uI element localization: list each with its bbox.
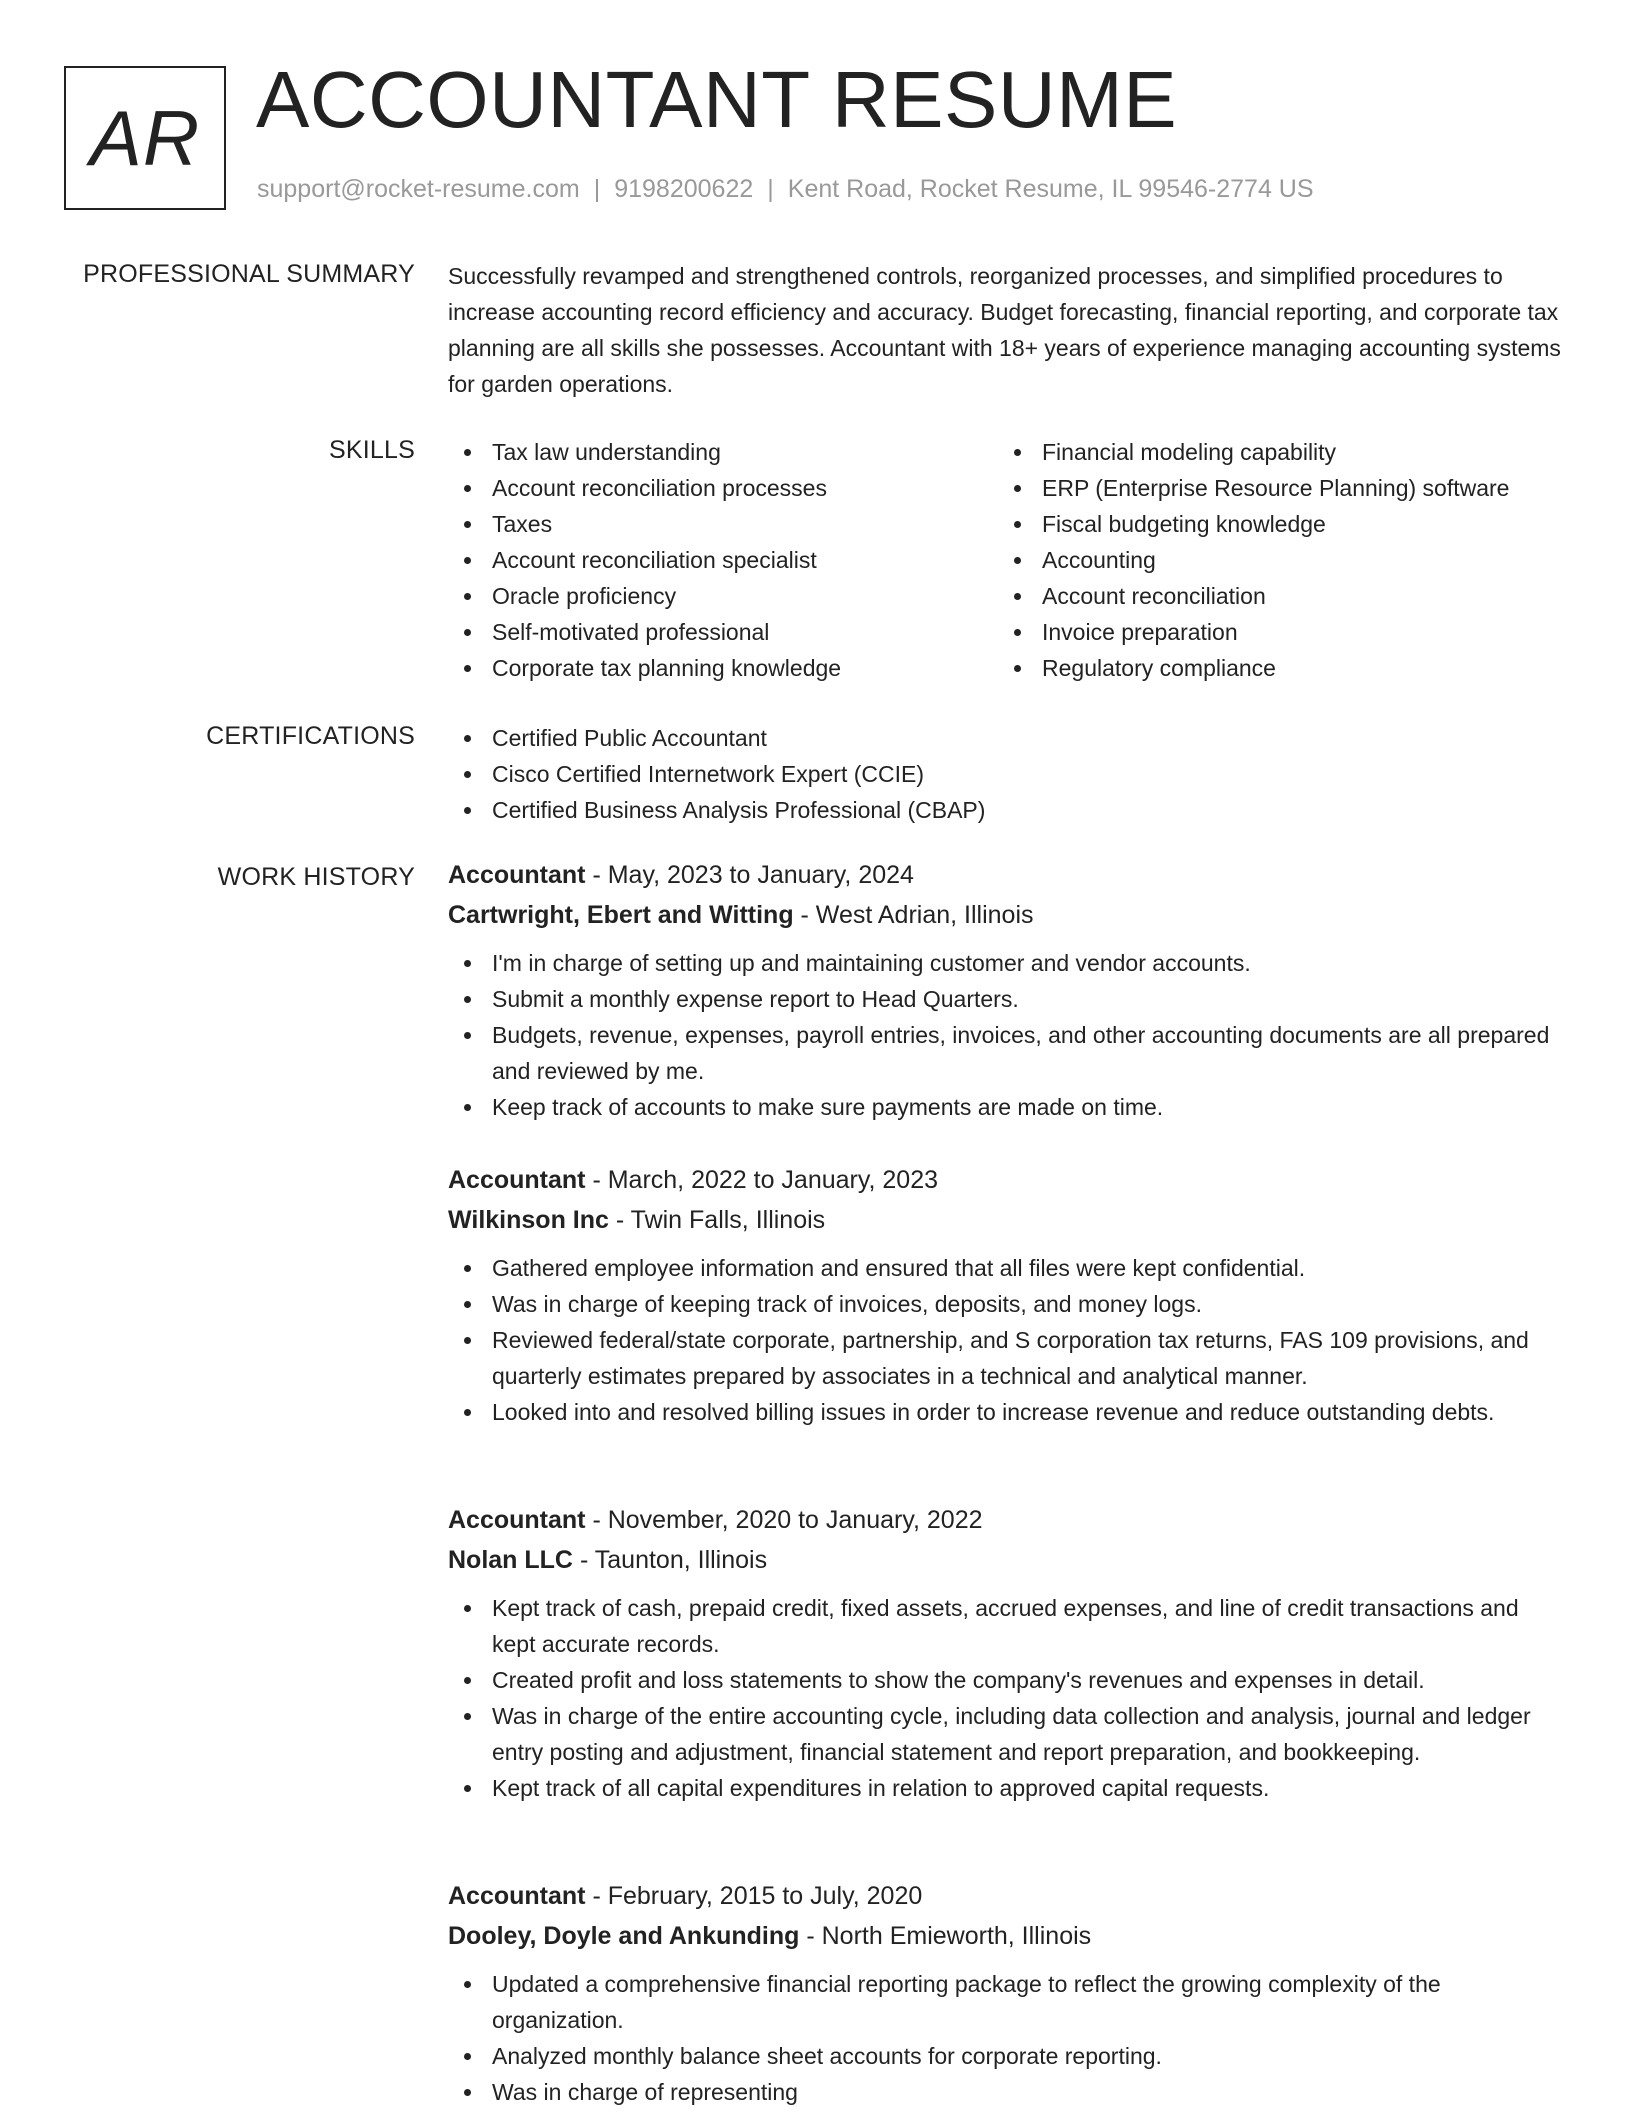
list-item: Created profit and loss statements to show the company's revenues and expenses in detail. — [448, 1662, 1568, 1698]
job-dates: - November, 2020 to January, 2022 — [585, 1506, 983, 1534]
list-item: Gathered employee information and ensured that all files were kept confidential. — [448, 1250, 1568, 1286]
job-dates: - March, 2022 to January, 2023 — [585, 1166, 939, 1194]
list-item: I'm in charge of setting up and maintaining customer and vendor accounts. — [448, 945, 1568, 981]
resume-title: ACCOUNTANT RESUME — [256, 55, 1178, 144]
list-item: Updated a comprehensive financial reporting package to reflect the growing complexity of the organization. — [448, 1966, 1568, 2038]
list-item: Taxes — [448, 506, 998, 542]
job-company: Wilkinson Inc — [448, 1206, 609, 1234]
skills-list-right — [998, 434, 1548, 686]
summary-text: Successfully revamped and strengthened controls, reorganized processes, and simplified procedures to increase accounting record efficiency and accuracy. Budget forecasting, financial reporting, and corporate tax planning are all skills she possesses. Accountant with 18+ years of experience managing accounting systems for garden operations. — [448, 263, 1561, 397]
job-title-line — [448, 855, 1568, 895]
job-company-line — [448, 1540, 1568, 1580]
job-title: Accountant — [448, 1166, 586, 1194]
job-company-line — [448, 895, 1568, 935]
list-item: Regulatory compliance — [998, 650, 1548, 686]
job-title: Accountant — [448, 1506, 586, 1534]
list-item: Analyzed monthly balance sheet accounts for corporate reporting. — [448, 2038, 1568, 2074]
contact-separator: | — [593, 175, 601, 203]
job-title-line — [448, 1160, 1568, 1200]
list-item: Keep track of accounts to make sure payments are made on time. — [448, 1089, 1568, 1125]
list-item: Certified Business Analysis Professional (CBAP) — [448, 792, 1568, 828]
job-company-line — [448, 1200, 1568, 1240]
job-location: - West Adrian, Illinois — [793, 901, 1034, 929]
skills-grid — [448, 434, 1568, 686]
job-title-line — [448, 1876, 1568, 1916]
monogram-initials: AR — [89, 93, 201, 182]
contact-separator: | — [767, 175, 774, 203]
list-item: Fiscal budgeting knowledge — [998, 506, 1548, 542]
contact-email[interactable]: support@rocket-resume.com — [257, 175, 580, 203]
monogram-box — [64, 66, 226, 210]
list-item: Account reconciliation — [998, 578, 1548, 614]
list-item: Invoice preparation — [998, 614, 1548, 650]
list-item: Self-motivated professional — [448, 614, 998, 650]
list-item: Financial modeling capability — [998, 434, 1548, 470]
list-item: Submit a monthly expense report to Head Quarters. — [448, 981, 1568, 1017]
job-dates: - May, 2023 to January, 2024 — [585, 861, 914, 889]
job-location: - Twin Falls, Illinois — [608, 1206, 826, 1234]
section-label-skills: SKILLS — [329, 436, 415, 464]
list-item: Was in charge of keeping track of invoices, deposits, and money logs. — [448, 1286, 1568, 1322]
job-duties-list — [448, 1590, 1568, 1806]
skills-list-left — [448, 434, 998, 686]
job-company-line — [448, 1916, 1568, 1956]
list-item: Oracle proficiency — [448, 578, 998, 614]
job-title-line — [448, 1500, 1568, 1540]
list-item: ERP (Enterprise Resource Planning) software — [998, 470, 1548, 506]
list-item: Kept track of all capital expenditures in relation to approved capital requests. — [448, 1770, 1568, 1806]
job-entry — [448, 855, 1568, 1125]
job-location: - North Emieworth, Illinois — [799, 1922, 1092, 1950]
section-label-summary: PROFESSIONAL SUMMARY — [83, 260, 415, 288]
job-entry — [448, 1876, 1568, 2110]
job-location: - Taunton, Illinois — [573, 1546, 768, 1574]
job-company: Cartwright, Ebert and Witting — [448, 901, 794, 929]
list-item: Cisco Certified Internetwork Expert (CCIE) — [448, 756, 1568, 792]
list-item: Kept track of cash, prepaid credit, fixed assets, accrued expenses, and line of credit transactions and kept accurate records. — [448, 1590, 1568, 1662]
list-item: Account reconciliation processes — [448, 470, 998, 506]
certifications-body — [448, 720, 1568, 828]
list-item: Looked into and resolved billing issues in order to increase revenue and reduce outstanding debts. — [448, 1394, 1568, 1430]
job-duties-list — [448, 1966, 1568, 2110]
job-company: Nolan LLC — [448, 1546, 573, 1574]
list-item: Reviewed federal/state corporate, partnership, and S corporation tax returns, FAS 109 provisions, and quarterly estimates prepared by associates in a technical and analytical manner. — [448, 1322, 1568, 1394]
job-entry — [448, 1500, 1568, 1806]
job-company: Dooley, Doyle and Ankunding — [448, 1922, 800, 1950]
list-item: Corporate tax planning knowledge — [448, 650, 998, 686]
list-item: Was in charge of representing — [448, 2074, 1568, 2110]
list-item: Account reconciliation specialist — [448, 542, 998, 578]
list-item: Was in charge of the entire accounting cycle, including data collection and analysis, journal and ledger entry posting and adjustment, financial statement and report preparation, and bookkeeping. — [448, 1698, 1568, 1770]
job-title: Accountant — [448, 1882, 586, 1910]
section-label-work-history: WORK HISTORY — [217, 863, 415, 891]
list-item: Tax law understanding — [448, 434, 998, 470]
certifications-list — [448, 720, 1568, 828]
job-title: Accountant — [448, 861, 586, 889]
contact-address: Kent Road, Rocket Resume, IL 99546-2774 US — [787, 175, 1314, 203]
list-item: Budgets, revenue, expenses, payroll entries, invoices, and other accounting documents are all prepared and reviewed by me. — [448, 1017, 1568, 1089]
job-entry — [448, 1160, 1568, 1430]
job-dates: - February, 2015 to July, 2020 — [585, 1882, 923, 1910]
contact-line — [257, 175, 1314, 204]
contact-phone[interactable]: 9198200622 — [614, 175, 754, 203]
section-label-certifications: CERTIFICATIONS — [206, 722, 415, 750]
list-item: Certified Public Accountant — [448, 720, 1568, 756]
job-duties-list — [448, 1250, 1568, 1430]
job-duties-list — [448, 945, 1568, 1125]
list-item: Accounting — [998, 542, 1548, 578]
